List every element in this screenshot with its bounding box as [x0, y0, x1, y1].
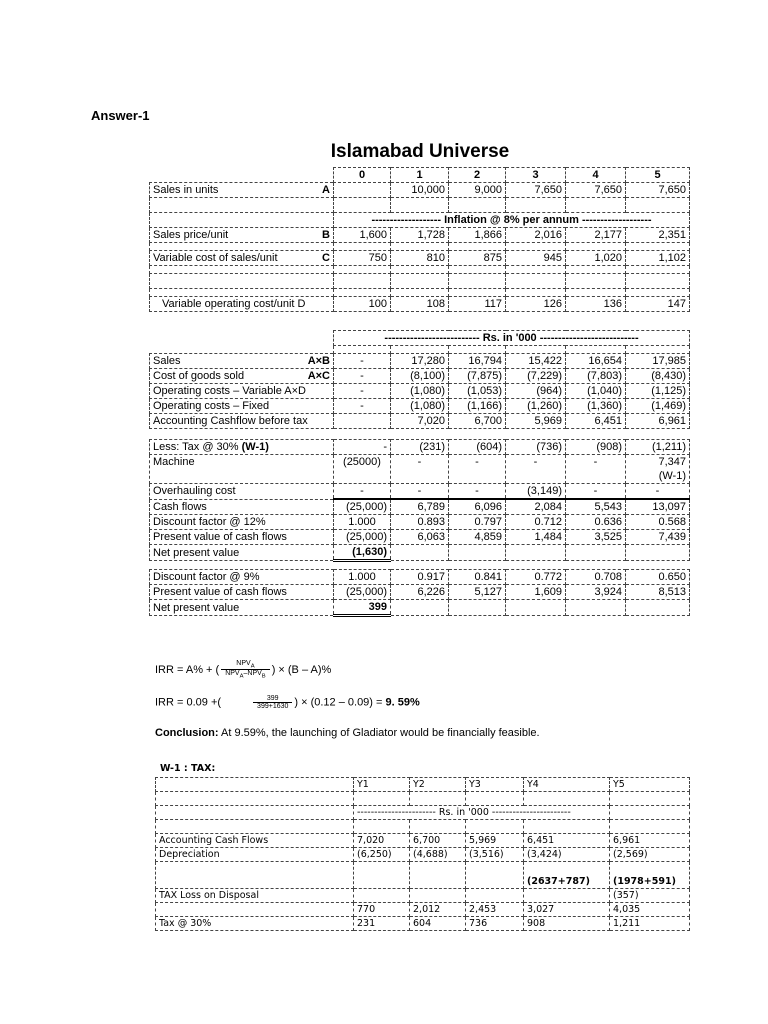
row-label: Machine: [153, 456, 195, 468]
cell: 117: [449, 297, 506, 312]
year-header: 2: [449, 168, 506, 183]
cell: 7,439: [626, 530, 690, 545]
cell: 6,961: [626, 414, 690, 429]
cell: -: [334, 440, 391, 455]
cell: (1,040): [566, 384, 626, 399]
cell: 5,127: [449, 585, 506, 600]
cell: -: [626, 484, 690, 500]
row-label: Operating costs – Fixed: [153, 400, 270, 412]
cell: 16,654: [566, 354, 626, 369]
cell: 0.650: [626, 570, 690, 585]
taxable-row: [156, 903, 690, 917]
cell: 8,513: [626, 585, 690, 600]
cell: 7,347: [658, 456, 686, 468]
cell: (1,260): [506, 399, 566, 414]
pv9-row: [150, 585, 690, 600]
cell: 6,226: [391, 585, 449, 600]
cell: -: [391, 484, 449, 500]
cell: (25,000): [334, 585, 391, 600]
row-label: Net present value: [153, 546, 240, 559]
row-label: Sales price/unit: [153, 229, 229, 241]
w1-tax-row: [156, 917, 690, 931]
cell: 3,027: [524, 903, 610, 917]
year-header-row: [150, 168, 690, 183]
cell: 604: [410, 917, 466, 931]
cell: (1,360): [566, 399, 626, 414]
dep-row: [156, 848, 690, 862]
cell: 16,794: [449, 354, 506, 369]
col-header: Y4: [524, 778, 610, 792]
cell: 2,012: [410, 903, 466, 917]
cell: (3,424): [524, 848, 610, 862]
irr-prefix: IRR = 0.09 +(: [155, 696, 222, 709]
year-header: 3: [506, 168, 566, 183]
row-key: A×C: [307, 370, 330, 382]
cell: 6,700: [410, 834, 466, 848]
cell: (1,080): [391, 384, 449, 399]
overhaul-row: [150, 484, 690, 500]
year-header: 4: [566, 168, 626, 183]
col-header: Y2: [410, 778, 466, 792]
cell: 5,969: [466, 834, 524, 848]
cell: 0.797: [449, 515, 506, 530]
col-header: Y1: [354, 778, 410, 792]
cell: 6,700: [449, 414, 506, 429]
cell: (231): [391, 440, 449, 455]
blank-row: [150, 274, 690, 289]
dep-note: (2637+787): [524, 862, 610, 889]
row-label: Discount factor @ 12%: [153, 516, 266, 528]
cell: -: [334, 384, 391, 399]
cell: (6,250): [354, 848, 410, 862]
row-label: Variable cost of sales/unit: [153, 252, 278, 264]
cell: 1,609: [506, 585, 566, 600]
machine-row: [150, 455, 690, 484]
cell: 908: [524, 917, 610, 931]
cell: (7,875): [449, 369, 506, 384]
irr-mid: ) × (0.12 – 0.09) =: [294, 696, 386, 709]
cell: 1.000: [334, 570, 391, 585]
cell: [334, 183, 391, 198]
row-label: Operating costs – Variable A×D: [153, 385, 306, 397]
cell: 1,728: [391, 228, 449, 243]
w1-tax-table: [155, 777, 690, 931]
cell: 2,177: [566, 228, 626, 243]
frac-den: –NPV: [243, 670, 262, 678]
cell: 6,789: [391, 499, 449, 515]
cashflow-table: [149, 330, 690, 429]
npv-value: 399: [334, 600, 391, 616]
cell: 0.893: [391, 515, 449, 530]
row-label: Present value of cash flows: [153, 586, 287, 598]
cell: 13,097: [626, 499, 690, 515]
cell: (1,125): [626, 384, 690, 399]
cell: (964): [506, 384, 566, 399]
cf-row: [150, 369, 690, 384]
cell: [334, 414, 391, 429]
cashflows-row: [150, 499, 690, 515]
cell: (604): [449, 440, 506, 455]
spacer-row: [150, 346, 690, 354]
dep-notes-row: [156, 862, 690, 889]
cell: 10,000: [391, 183, 449, 198]
price-row: [150, 228, 690, 243]
cell: (4,688): [410, 848, 466, 862]
cell: 7,650: [626, 183, 690, 198]
cell: 7,650: [506, 183, 566, 198]
cf-row: [150, 354, 690, 369]
cell: 0.772: [506, 570, 566, 585]
cell: (7,803): [566, 369, 626, 384]
conclusion: [155, 727, 540, 739]
cell: (736): [506, 440, 566, 455]
cell: 770: [354, 903, 410, 917]
cell: -: [334, 484, 391, 500]
cell: -: [391, 455, 449, 484]
cell: (908): [566, 440, 626, 455]
row-key: A×B: [307, 355, 330, 367]
pv12-row: [150, 530, 690, 545]
var-op-row: [150, 297, 690, 312]
cell: 7,020: [391, 414, 449, 429]
cell: (7,229): [506, 369, 566, 384]
cell: 9,000: [449, 183, 506, 198]
row-label: Accounting Cash Flows: [156, 834, 354, 848]
irr-fraction: $\frac{399}{399+1630}$: [253, 695, 292, 710]
row-label: Cost of goods sold: [153, 370, 245, 382]
row-label: Sales: [153, 355, 181, 367]
irr-prefix: IRR = A% + (: [155, 663, 220, 676]
row-label: Tax @ 30%: [156, 917, 354, 931]
cell: 17,985: [626, 354, 690, 369]
row-key: B: [322, 229, 330, 241]
cell: 0.917: [391, 570, 449, 585]
cell: -: [566, 455, 626, 484]
col-header: Y3: [466, 778, 524, 792]
cell: 3,924: [566, 585, 626, 600]
frac-den: NPV: [225, 670, 240, 678]
cell: 2,016: [506, 228, 566, 243]
year-header: 0: [334, 168, 391, 183]
frac-sub: A: [239, 673, 244, 680]
cell: 17,280: [391, 354, 449, 369]
cell: 3,525: [566, 530, 626, 545]
dep-note: (1978+591): [610, 862, 690, 889]
cell: -: [334, 399, 391, 414]
irr-suffix: ) × (B – A)%: [271, 663, 332, 676]
cell: 2,453: [466, 903, 524, 917]
cell-note: (W-1): [658, 470, 686, 482]
cell: 750: [334, 251, 391, 266]
row-label: Accounting Cashflow before tax: [153, 415, 308, 427]
cell: 6,451: [566, 414, 626, 429]
cell: (1,211): [626, 440, 690, 455]
row-key: C: [322, 252, 330, 264]
year-header: 1: [391, 168, 449, 183]
cell: (1,469): [626, 399, 690, 414]
sales-units-row: [150, 183, 690, 198]
npv12-row: [150, 545, 690, 561]
npv-value: (1,630): [334, 545, 391, 561]
cell: 1,211: [610, 917, 690, 931]
cell: (1,166): [449, 399, 506, 414]
cell: 945: [506, 251, 566, 266]
frac-sub: A: [250, 663, 255, 670]
cell: 6,063: [391, 530, 449, 545]
cell: 0.712: [506, 515, 566, 530]
page-title: Islamabad Universe: [330, 141, 510, 162]
cell: 4,035: [610, 903, 690, 917]
inflation-row: [150, 213, 690, 228]
cell: (8,100): [391, 369, 449, 384]
spacer-row: [150, 561, 690, 570]
cell: 15,422: [506, 354, 566, 369]
cell: (25000): [334, 455, 391, 484]
var-cost-row: [150, 251, 690, 266]
cell: (3,149): [506, 484, 566, 500]
row-key: A: [322, 184, 330, 196]
cf-row: [150, 399, 690, 414]
irr-fraction: [221, 660, 269, 680]
cell: 2,351: [626, 228, 690, 243]
frac-sub: B: [261, 673, 266, 680]
cell: (2,569): [610, 848, 690, 862]
cell: 7,650: [566, 183, 626, 198]
cell: 147: [626, 297, 690, 312]
cell: 736: [466, 917, 524, 931]
cell: 100: [334, 297, 391, 312]
cell: -: [334, 369, 391, 384]
cell: (8,430): [626, 369, 690, 384]
df12-row: [150, 515, 690, 530]
cell: -: [506, 455, 566, 484]
cell: 1.000: [334, 515, 391, 530]
spacer-row: [150, 289, 690, 297]
blank-row: [150, 198, 690, 213]
spacer-row: [150, 266, 690, 274]
cell: (25,000): [334, 530, 391, 545]
loss-row: [156, 889, 690, 903]
cell: 7,020: [354, 834, 410, 848]
row-label: Overhauling cost: [153, 485, 236, 498]
cell: -: [566, 484, 626, 500]
cf-row: [150, 414, 690, 429]
cell: 2,084: [506, 499, 566, 515]
row-label: Variable operating cost/unit D: [162, 298, 306, 310]
cell: 1,484: [506, 530, 566, 545]
col-header: Y5: [610, 778, 690, 792]
cell: 136: [566, 297, 626, 312]
rs-banner-row: [150, 331, 690, 346]
cell: (1,080): [391, 399, 449, 414]
cell: 810: [391, 251, 449, 266]
row-label: Present value of cash flows: [153, 531, 287, 543]
rs-banner: ----------------------- Rs. in '000 -----------------------: [354, 806, 610, 820]
blank-row: [156, 820, 690, 834]
inflation-banner: ------------------- Inflation @ 8% per annum -------------------: [334, 213, 690, 228]
cell: 5,969: [506, 414, 566, 429]
df9-row: [150, 570, 690, 585]
cell: 1,102: [626, 251, 690, 266]
row-label: Discount factor @ 9%: [153, 571, 260, 583]
w1-banner-row: [156, 806, 690, 820]
tax-row: [150, 440, 690, 455]
conclusion-text: At 9.59%, the launching of Gladiator would be financially feasible.: [218, 727, 540, 739]
w1-header-row: [156, 778, 690, 792]
cell: -: [449, 484, 506, 500]
cell: 0.708: [566, 570, 626, 585]
row-label: Sales in units: [153, 184, 219, 196]
row-ref: (W-1): [241, 441, 269, 453]
npv-table: [149, 439, 690, 617]
cell: 4,859: [449, 530, 506, 545]
rs-banner: -------------------------- Rs. in '000 ---------------------------: [334, 331, 690, 346]
irr-formula: [155, 660, 331, 680]
cell: 5,543: [566, 499, 626, 515]
cell: 126: [506, 297, 566, 312]
cell: (1,053): [449, 384, 506, 399]
acf-row: [156, 834, 690, 848]
npv9-row: [150, 600, 690, 616]
cell: 6,451: [524, 834, 610, 848]
cf-row: [150, 384, 690, 399]
cell: 875: [449, 251, 506, 266]
units-price-table: [149, 167, 690, 312]
row-label: Cash flows: [153, 500, 207, 513]
cell: 0.841: [449, 570, 506, 585]
cell: 6,096: [449, 499, 506, 515]
cell: 0.636: [566, 515, 626, 530]
row-label: Depreciation: [156, 848, 354, 862]
cell: 1,020: [566, 251, 626, 266]
cell: 231: [354, 917, 410, 931]
cell: -: [334, 354, 391, 369]
irr-calculation: [155, 695, 420, 710]
cell: (25,000): [334, 499, 391, 515]
cell: 1,600: [334, 228, 391, 243]
year-header: 5: [626, 168, 690, 183]
row-label: Net present value: [153, 601, 240, 614]
cell: (357): [610, 889, 690, 903]
w1-title: W-1 : TAX:: [160, 763, 216, 774]
cell: (3,516): [466, 848, 524, 862]
conclusion-label: Conclusion:: [155, 727, 219, 739]
spacer-row: [150, 243, 690, 251]
irr-result: 9. 59%: [385, 696, 420, 709]
cell: 6,961: [610, 834, 690, 848]
cell: 0.568: [626, 515, 690, 530]
row-label: Less: Tax @ 30%: [153, 441, 242, 453]
row-label: TAX Loss on Disposal: [156, 889, 354, 903]
frac-num: NPV: [236, 660, 251, 667]
cell: -: [449, 455, 506, 484]
cell: 108: [391, 297, 449, 312]
blank-row: [156, 792, 690, 806]
cell: 1,866: [449, 228, 506, 243]
answer-label: Answer-1: [91, 108, 150, 123]
